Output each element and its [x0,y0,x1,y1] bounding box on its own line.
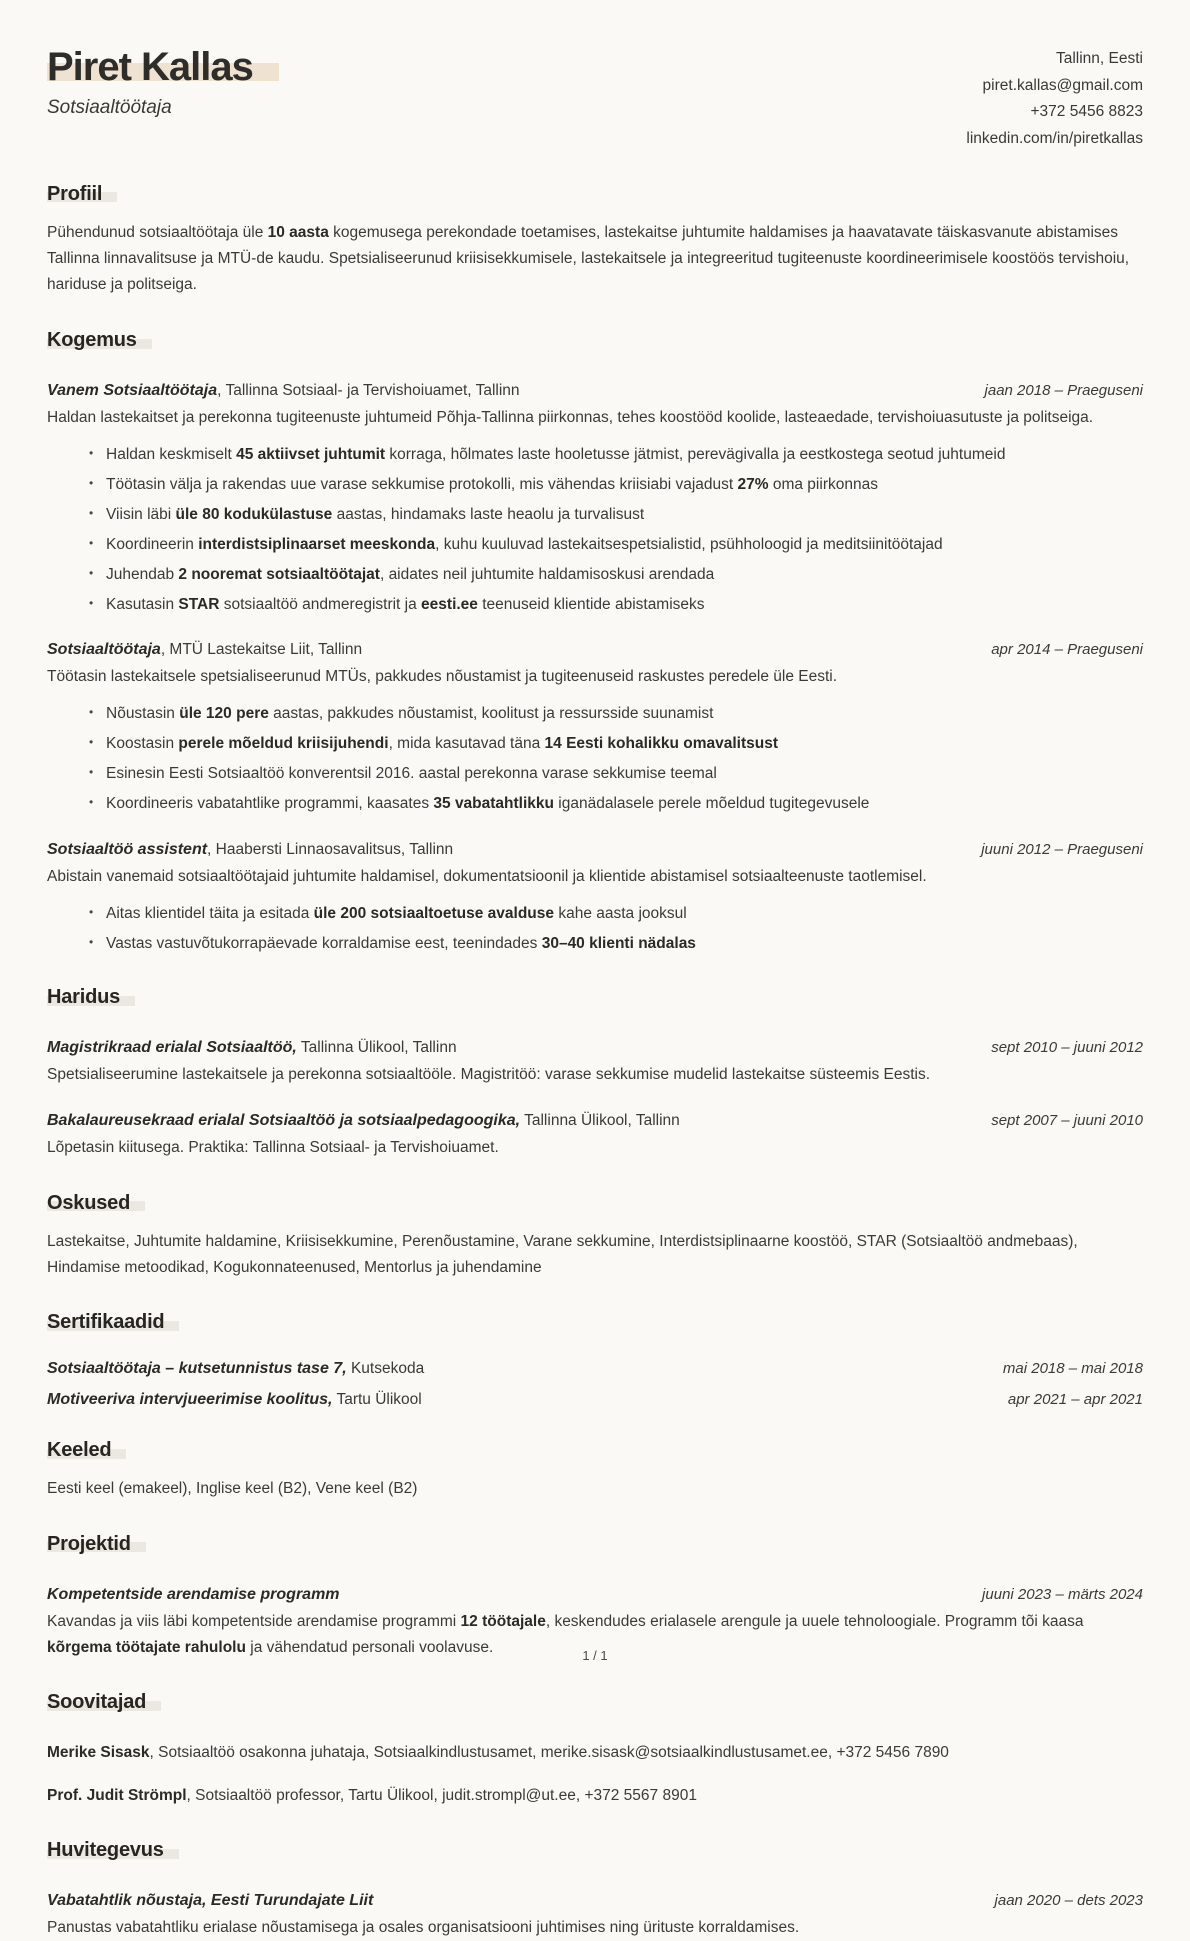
contact-line: piret.kallas@gmail.com [982,76,1143,94]
section-projektid [47,1533,1143,1662]
page-number: 1 / 1 [582,1648,608,1663]
section-heading-row [47,1839,1143,1872]
section-keeled [47,1439,1143,1502]
entry-title: Vabatahtlik nõustaja, Eesti Turundajate Liit [47,1891,374,1909]
entry [47,1039,1143,1088]
bullet-dot: • [89,446,94,460]
bullet-item: • Juhendab 2 nooremat sotsiaaltöötajat, aidates neil juhtumite haldamisoskusi arendada [89,566,715,584]
entry-title-line [47,1892,373,1910]
entry-date: juuni 2023 – märts 2024 [982,1585,1143,1603]
section-heading: Projektid [47,1533,146,1556]
entry-head [47,1360,1143,1378]
entry [47,1391,1143,1409]
entry [47,1112,1143,1161]
entry-subtitle: Tartu Ülikool [332,1391,422,1409]
section-paragraph: Merike Sisask, Sotsiaaltöö osakonna juhataja, Sotsiaalkindlustusamet, merike.sisask@sotsiaalkindlustusamet.ee, +372 5456 7890 [47,1744,949,1762]
entry-date: mai 2018 – mai 2018 [1002,1360,1143,1378]
person-job-title: Sotsiaaltöötaja [47,97,172,118]
entry-head [47,1892,1143,1910]
entry-title: Sotsiaaltöötaja [47,641,161,659]
entry-date: jaan 2020 – dets 2023 [994,1891,1143,1909]
entry-description: Abistain vanemaid sotsiaaltöötajaid juhtumite haldamisel, dokumentatsioonil ja klientide abistamisel sotsiaalteenuste taotlemisel. [47,867,927,885]
entry-title-line [47,1586,340,1604]
bullet-list [47,902,1143,956]
bullet-item: • Haldan keskmiselt 45 aktiivset juhtumit korraga, hõlmates laste hooletusse jätmist, perevägivalla ja eestkostega seotud juhtumeid [89,446,1006,463]
section-heading: Haridus [47,986,135,1009]
entry-title-line [47,1391,422,1409]
section-heading: Sertifikaadid [47,1311,179,1334]
section-heading: Huvitegevus [47,1839,179,1862]
entry [47,641,1143,816]
entry-head [47,1391,1143,1409]
section-heading-row [47,1691,1143,1724]
bullet-item: • Kasutasin STAR sotsiaaltöö andmeregistrit ja eesti.ee teenuseid klientide abistamiseks [89,596,705,614]
section-heading-row [47,329,1143,362]
section-paragraph: Pühendunud sotsiaaltöötaja üle 10 aasta kogemusega perekondade toetamises, lastekaitse juhtumite haldamises ja haavatavate täiskasvanute abistamises Tallinna linnavalitsuse ja MTÜ-de kaudu. Spetsialiseerunud kriisisekkumisele, lastekaitsele ja integreeritud tugiteenuste koordineerimisele koostöös tervishoiu, hariduse ja politseiga. [47,223,1130,294]
entry-subtitle: , Haabersti Linnaosavalitsus, Tallinn [207,840,454,858]
entry-title-line [47,382,520,400]
bullet-dot: • [89,476,94,491]
section-oskused [47,1192,1143,1282]
person-name: Piret Kallas [47,44,279,90]
entry-subtitle: , MTÜ Lastekaitse Liit, Tallinn [160,641,363,659]
bullet-item: • Koostasin perele mõeldud kriisijuhendi, mida kasutavad täna 14 Eesti kohalikku omavalitsust [89,735,778,753]
section-heading-row [47,1311,1143,1344]
entry [47,841,1143,956]
section-heading-row [47,1439,1143,1472]
bullet-dot: • [89,536,94,551]
bullet-item: • Viisin läbi üle 80 kodukülastuse aastas, hindamaks laste heaolu ja turvalisust [89,506,645,524]
section-heading: Kogemus [47,329,152,352]
section-heading-row [47,1192,1143,1225]
page-footer [0,1648,1190,1663]
bullet-dot: • [89,566,94,581]
entry-head [47,1112,1143,1130]
entry-title: Kompetentside arendamise programm [47,1585,340,1603]
bullet-dot: • [89,934,94,949]
bullet-dot: • [89,705,94,720]
entry-title-line [47,1039,457,1057]
entry-description: Spetsialiseerumine lastekaitsele ja perekonna sotsiaaltööle. Magistritöö: varase sekkumise mudelid lastekaitse süsteemis Eestis. [47,1065,931,1083]
entry-date: juuni 2012 – Praeguseni [981,840,1143,858]
bullet-item: • Nõustasin üle 120 pere aastas, pakkudes nõustamist, koolitust ja ressursside suunamist [89,705,714,723]
entry-date: apr 2021 – apr 2021 [1007,1391,1143,1409]
section-soovitajad [47,1691,1143,1809]
bullet-item: • Vastas vastuvõtukorrapäevade korraldamise eest, teenindades 30–40 klienti nädalas [89,934,696,952]
bullet-item: • Töötasin välja ja rakendas uue varase sekkumise protokolli, mis vähendas kriisiabi vajadust 27% oma piirkonnas [89,476,878,494]
section-kogemus [47,329,1143,956]
bullet-item: • Koordineerin interdistsiplinaarset meeskonda, kuhu kuuluvad lastekaitsespetsialistid, psühholoogid ja meditsiinitöötajad [89,536,943,554]
section-heading: Soovitajad [47,1691,161,1714]
bullet-list [47,702,1143,816]
contact-line: Tallinn, Eesti [1055,50,1143,67]
entry-subtitle: Tallinna Ülikool, Tallinn [296,1038,457,1056]
entry-head [47,1039,1143,1057]
entry-title: Motiveeriva intervjueerimise koolitus, [47,1391,333,1409]
entry-head [47,382,1143,400]
entry-subtitle: Tallinna Ülikool, Tallinn [520,1112,680,1130]
bullet-dot: • [89,596,94,611]
resume-header [47,44,1143,153]
identity-block [47,44,279,119]
entry-subtitle: Kutsekoda [346,1360,425,1378]
section-sertifikaadid [47,1311,1143,1409]
entry-date: sept 2007 – juuni 2010 [991,1112,1143,1130]
entry-date: apr 2014 – Praeguseni [991,641,1143,659]
bullet-list [47,443,1143,617]
section-heading: Keeled [47,1439,126,1462]
section-heading-row [47,183,1143,216]
section-paragraph: Eesti keel (emakeel), Inglise keel (B2), Vene keel (B2) [47,1480,418,1498]
entry-description: Töötasin lastekaitsele spetsialiseerunud MTÜs, pakkudes nõustamist ja tugiteenuseid raskustes peredele üle Eesti. [47,668,838,686]
entry [47,1360,1143,1378]
bullet-dot: • [89,735,94,750]
entry-subtitle: , Tallinna Sotsiaal- ja Tervishoiuamet, Tallinn [217,381,520,399]
section-heading: Oskused [47,1192,145,1215]
section-haridus [47,986,1143,1162]
entry-head [47,841,1143,859]
section-heading-row [47,986,1143,1019]
bullet-dot: • [89,795,94,810]
bullet-dot: • [89,765,94,780]
section-huvitegevus [47,1839,1143,1941]
entry [47,382,1143,617]
bullet-item: • Koordineeris vabatahtlike programmi, kaasates 35 vabatahtlikku iganädalasele perele mõeldud tugitegevusele [89,795,870,813]
bullet-item: • Aitas klientidel täita ja esitada üle 200 sotsiaaltoetuse avalduse kahe aasta jooksul [89,904,687,922]
bullet-item: • Esinesin Eesti Sotsiaaltöö konverentsil 2016. aastal perekonna varase sekkumise teemal [89,765,717,783]
entry-title-line [47,1360,424,1378]
contact-block [966,44,1143,153]
section-heading-row [47,1533,1143,1566]
entry-description: Lõpetasin kiitusega. Praktika: Tallinna Sotsiaal- ja Tervishoiuamet. [47,1139,499,1157]
entry-title: Sotsiaaltöötaja – kutsetunnistus tase 7, [47,1360,347,1378]
contact-line: linkedin.com/in/piretkallas [966,129,1143,147]
entry-description: Haldan lastekaitset ja perekonna tugiteenuste juhtumeid Põhja-Tallinna piirkonnas, tehes koostööd koolide, lasteaedade, tervishoiuasutuste ja politseiga. [47,408,1094,426]
entry-head [47,1586,1143,1604]
entry-title: Sotsiaaltöö assistent [47,840,208,858]
entry-title: Vanem Sotsiaaltöötaja [47,381,218,399]
section-profiil [47,183,1143,299]
entry-date: jaan 2018 – Praeguseni [984,381,1143,399]
resume-sections [47,183,1143,1941]
entry-description: Kavandas ja viis läbi kompetentside arendamise programmi 12 töötajale, keskendudes erialasele arengule ja uuele tehnoloogiale. Programm tõi kaasa kõrgema töötajate rahulolu ja vähendatud personali voolavuse. [47,1612,1084,1656]
section-heading: Profiil [47,183,117,206]
entry-title-line [47,1112,680,1130]
entry-description: Panustas vabatahtliku erialase nõustamisega ja osales organisatsiooni juhtimises ning ürituste korraldamises. [47,1918,800,1936]
entry-title: Bakalaureusekraad erialal Sotsiaaltöö ja sotsiaalpedagoogika, [47,1112,521,1130]
section-paragraph: Lastekaitse, Juhtumite haldamine, Kriisisekkumine, Perenõustamine, Varane sekkumine, Interdistsiplinaarne koostöö, STAR (Sotsiaaltöö andmebaas), Hindamise metoodikad, Kogukonnateenused, Mentorlus ja juhendamine [47,1232,1078,1276]
section-paragraph: Prof. Judit Strömpl, Sotsiaaltöö professor, Tartu Ülikool, judit.strompl@ut.ee, +372 5567 8901 [47,1786,697,1804]
bullet-dot: • [89,904,94,919]
bullet-dot: • [89,506,94,521]
contact-line: +372 5456 8823 [1030,103,1143,121]
entry-title-line [47,841,453,859]
entry-title: Magistrikraad erialal Sotsiaaltöö, [47,1038,297,1056]
entry-head [47,641,1143,659]
entry-date: sept 2010 – juuni 2012 [991,1038,1143,1056]
entry [47,1892,1143,1941]
entry-title-line [47,641,362,659]
